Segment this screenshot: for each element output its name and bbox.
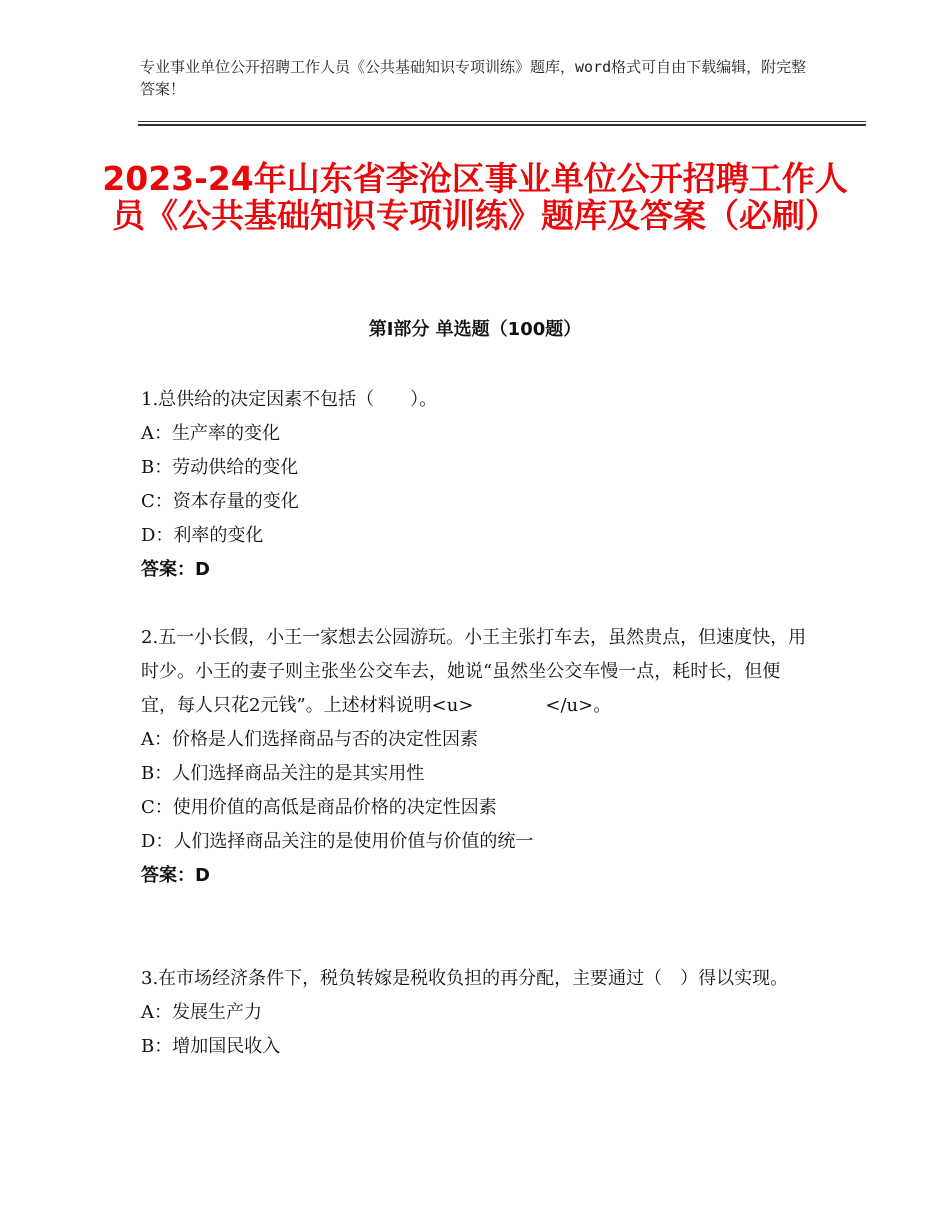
question-stem: 2.五一小长假，小王一家想去公园游玩。小王主张打车去，虽然贵点，但速度快，用时少。小王的妻子则主张坐公交车去，她说“虽然坐公交车慢一点，耗时长，但便宜，每人只花2元钱”。上述材料说明<u> </u>。 xyxy=(141,627,807,716)
answer: 答案：D xyxy=(141,865,210,886)
option-c: C：使用价值的高低是商品价格的决定性因素 xyxy=(141,797,497,818)
option-c: C：资本存量的变化 xyxy=(141,491,299,512)
option-a: A：发展生产力 xyxy=(141,1002,262,1023)
option-a: A：价格是人们选择商品与否的决定性因素 xyxy=(141,729,478,750)
answer: 答案：D xyxy=(141,559,210,580)
document-title: 2023-24年山东省李沧区事业单位公开招聘工作人员《公共基础知识专项训练》题库及答案（必刷） xyxy=(102,159,848,235)
header-divider-thin xyxy=(138,121,866,122)
question-2 xyxy=(141,621,811,893)
option-b: B：增加国民收入 xyxy=(141,1036,281,1057)
option-b: B：人们选择商品关注的是其实用性 xyxy=(141,763,425,784)
question-stem: 3.在市场经济条件下，税负转嫁是税收负担的再分配，主要通过（ ）得以实现。 xyxy=(141,968,789,989)
header-note: 专业事业单位公开招聘工作人员《公共基础知识专项训练》题库，word格式可自由下载编辑，附完整答案！ xyxy=(140,58,807,98)
question-1 xyxy=(141,383,811,587)
option-d: D：人们选择商品关注的是使用价值与价值的统一 xyxy=(141,831,534,852)
option-b: B：劳动供给的变化 xyxy=(141,457,299,478)
question-3 xyxy=(141,962,811,1064)
question-stem: 1.总供给的决定因素不包括（ ）。 xyxy=(141,389,438,410)
option-a: A：生产率的变化 xyxy=(141,423,280,444)
option-d: D：利率的变化 xyxy=(141,525,264,546)
header-divider-thick xyxy=(138,124,866,126)
section-title: 第Ⅰ部分 单选题（100题） xyxy=(368,319,582,340)
